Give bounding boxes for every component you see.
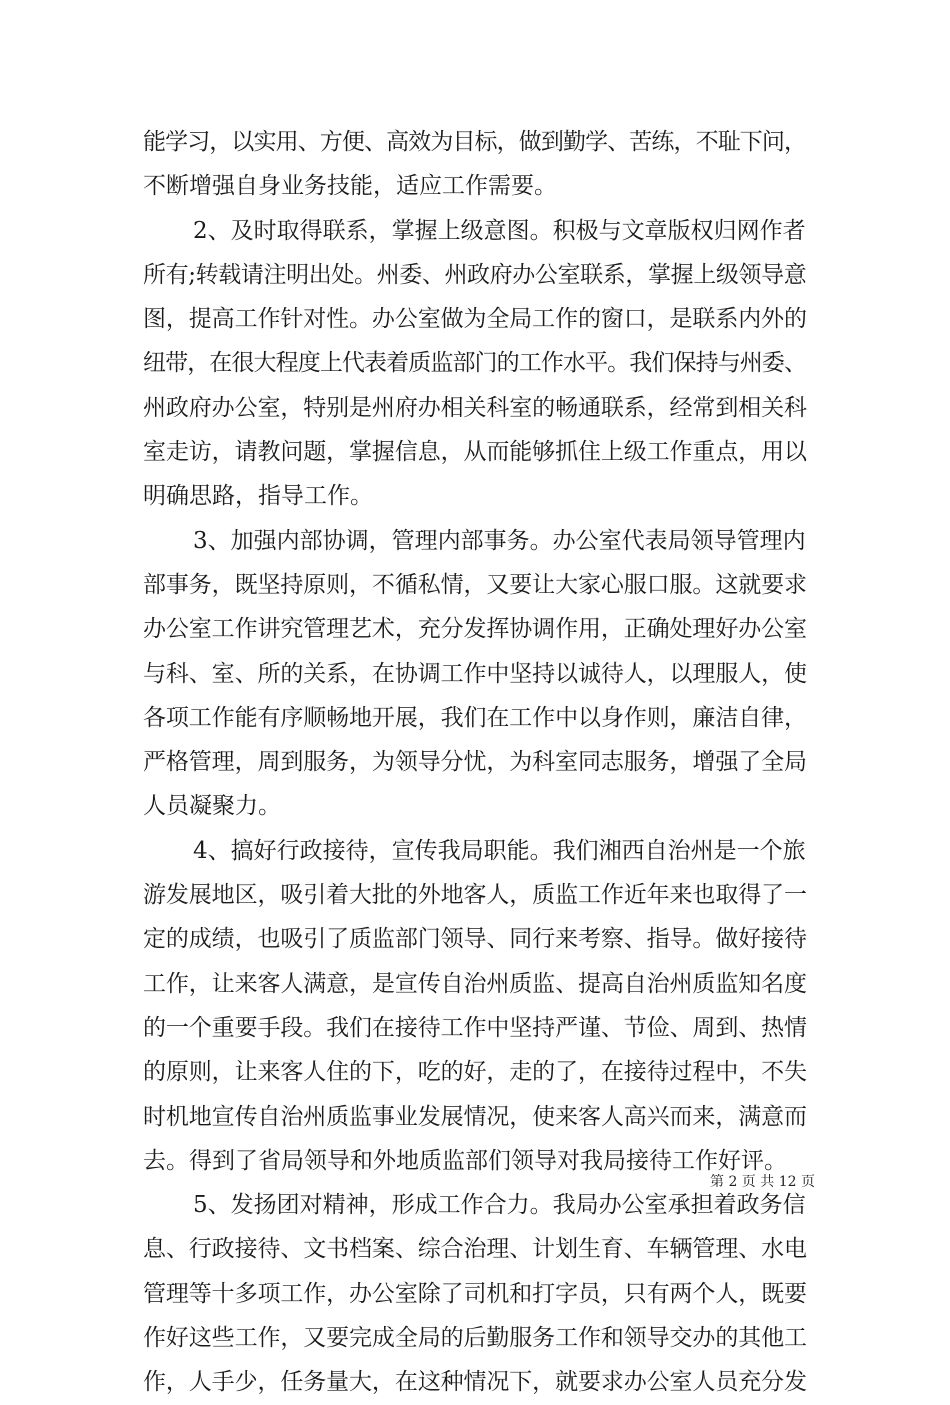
text-line: 游发展地区，吸引着大批的外地客人，质监工作近年来也取得了一: [143, 882, 807, 909]
document-body: [143, 120, 807, 1405]
text-line: 室走访，请教问题，掌握信息，从而能够抓住上级工作重点，用以: [143, 439, 807, 466]
text-line: 作好这些工作，又要完成全局的后勤服务工作和领导交办的其他工: [143, 1325, 807, 1352]
text-line: 不断增强自身业务技能，适应工作需要。: [143, 173, 557, 200]
page-number: 第 2 页 共 12 页: [710, 1174, 815, 1190]
text-line: 工作，让来客人满意，是宣传自治州质监、提高自治州质监知名度: [143, 970, 807, 997]
text-line: 州政府办公室，特别是州府办相关科室的畅通联系，经常到相关科: [143, 394, 807, 421]
text-line: 各项工作能有序顺畅地开展，我们在工作中以身作则，廉洁自律，: [143, 704, 807, 731]
text-line: 管理等十多项工作，办公室除了司机和打字员，只有两个人，既要: [143, 1280, 807, 1307]
text-line: 所有;转载请注明出处。州委、州政府办公室联系，掌握上级领导意: [143, 261, 807, 288]
text-line: 时机地宣传自治州质监事业发展情况，使来客人高兴而来，满意而: [143, 1103, 807, 1130]
text-line: 明确思路，指导工作。: [143, 483, 373, 510]
text-line: 去。得到了省局领导和外地质监部们领导对我局接待工作好评。: [143, 1147, 787, 1174]
text-line: 定的成绩，也吸引了质监部门领导、同行来考察、指导。做好接待: [143, 926, 807, 953]
text-line: 2、及时取得联系，掌握上级意图。积极与文章版权归网作者: [193, 217, 806, 244]
text-line: 办公室工作讲究管理艺术，充分发挥协调作用，正确处理好办公室: [143, 616, 807, 643]
text-line: 的原则，让来客人住的下，吃的好，走的了，在接待过程中，不失: [143, 1059, 807, 1086]
text-line: 的一个重要手段。我们在接待工作中坚持严谨、节俭、周到、热情: [143, 1014, 807, 1041]
text-line: 部事务，既坚持原则，不循私情，又要让大家心服口服。这就要求: [143, 571, 807, 598]
text-line: 作，人手少，任务量大，在这种情况下，就要求办公室人员充分发: [143, 1369, 807, 1396]
text-line: 纽带，在很大程度上代表着质监部门的工作水平。我们保持与州委、: [143, 350, 807, 377]
text-line: 3、加强内部协调，管理内部事务。办公室代表局领导管理内: [193, 527, 806, 554]
text-line: 图，提高工作针对性。办公室做为全局工作的窗口，是联系内外的: [143, 306, 807, 333]
text-line: 4、搞好行政接待，宣传我局职能。我们湘西自治州是一个旅: [193, 837, 806, 864]
text-line: 人员凝聚力。: [143, 793, 281, 820]
text-line: 能学习，以实用、方便、高效为目标，做到勤学、苦练，不耻下问，: [143, 129, 807, 155]
text-line: 5、发扬团对精神，形成工作合力。我局办公室承担着政务信: [193, 1192, 806, 1219]
text-line: 严格管理，周到服务，为领导分忧，为科室同志服务，增强了全局: [143, 749, 807, 776]
text-line: 与科、室、所的关系，在协调工作中坚持以诚待人，以理服人，使: [143, 660, 807, 687]
text-line: 息、行政接待、文书档案、综合治理、计划生育、车辆管理、水电: [143, 1236, 807, 1263]
